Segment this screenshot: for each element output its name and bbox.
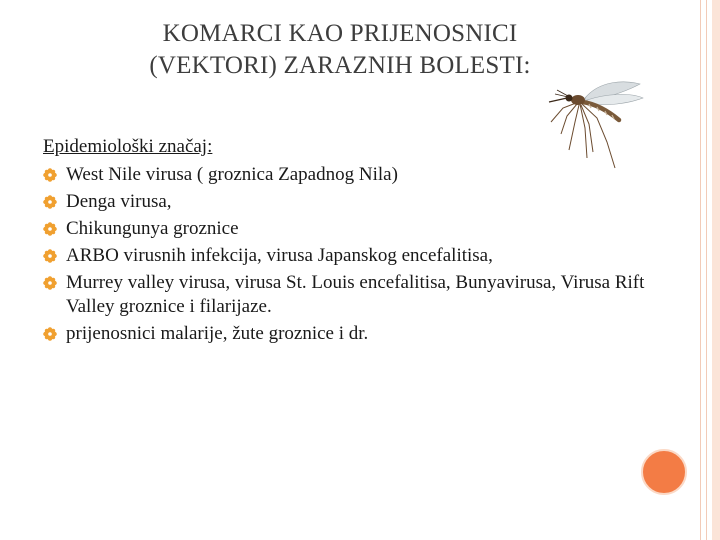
- decorative-border-line: [700, 0, 701, 540]
- section-heading: Epidemiološki značaj:: [43, 136, 213, 157]
- list-item-text: ARBO virusnih infekcija, virusa Japanskog encefalitisa,: [66, 245, 493, 266]
- list-item: [43, 163, 663, 187]
- list-item: [43, 190, 663, 214]
- decorative-border-band: [712, 0, 720, 540]
- list-item-text: Denga virusa,: [66, 191, 172, 212]
- list-item-text: Chikungunya groznice: [66, 218, 239, 239]
- list-item: [43, 217, 663, 241]
- list-item: [43, 322, 663, 346]
- gear-flower-icon: [43, 222, 57, 236]
- slide-content: [43, 135, 663, 349]
- title-line-2: (VEKTORI) ZARAZNIH BOLESTI:: [149, 52, 531, 79]
- list-item-text: West Nile virusa ( groznica Zapadnog Nila): [66, 164, 398, 185]
- bullet-list: [43, 163, 663, 346]
- gear-flower-icon: [43, 276, 57, 290]
- slide-title: [70, 18, 610, 82]
- decorative-border-line: [706, 0, 707, 540]
- accent-circle: [641, 449, 687, 495]
- list-item: [43, 244, 663, 268]
- list-item: [43, 271, 663, 319]
- gear-flower-icon: [43, 168, 57, 182]
- gear-flower-icon: [43, 195, 57, 209]
- gear-flower-icon: [43, 249, 57, 263]
- list-item-text: Murrey valley virusa, virusa St. Louis encefalitisa, Bunyavirusa, Virusa Rift Valley groznice i filarijaze.: [66, 272, 645, 317]
- gear-flower-icon: [43, 327, 57, 341]
- title-line-1: KOMARCI KAO PRIJENOSNICI: [162, 20, 518, 47]
- list-item-text: prijenosnici malarije, žute groznice i dr.: [66, 323, 369, 344]
